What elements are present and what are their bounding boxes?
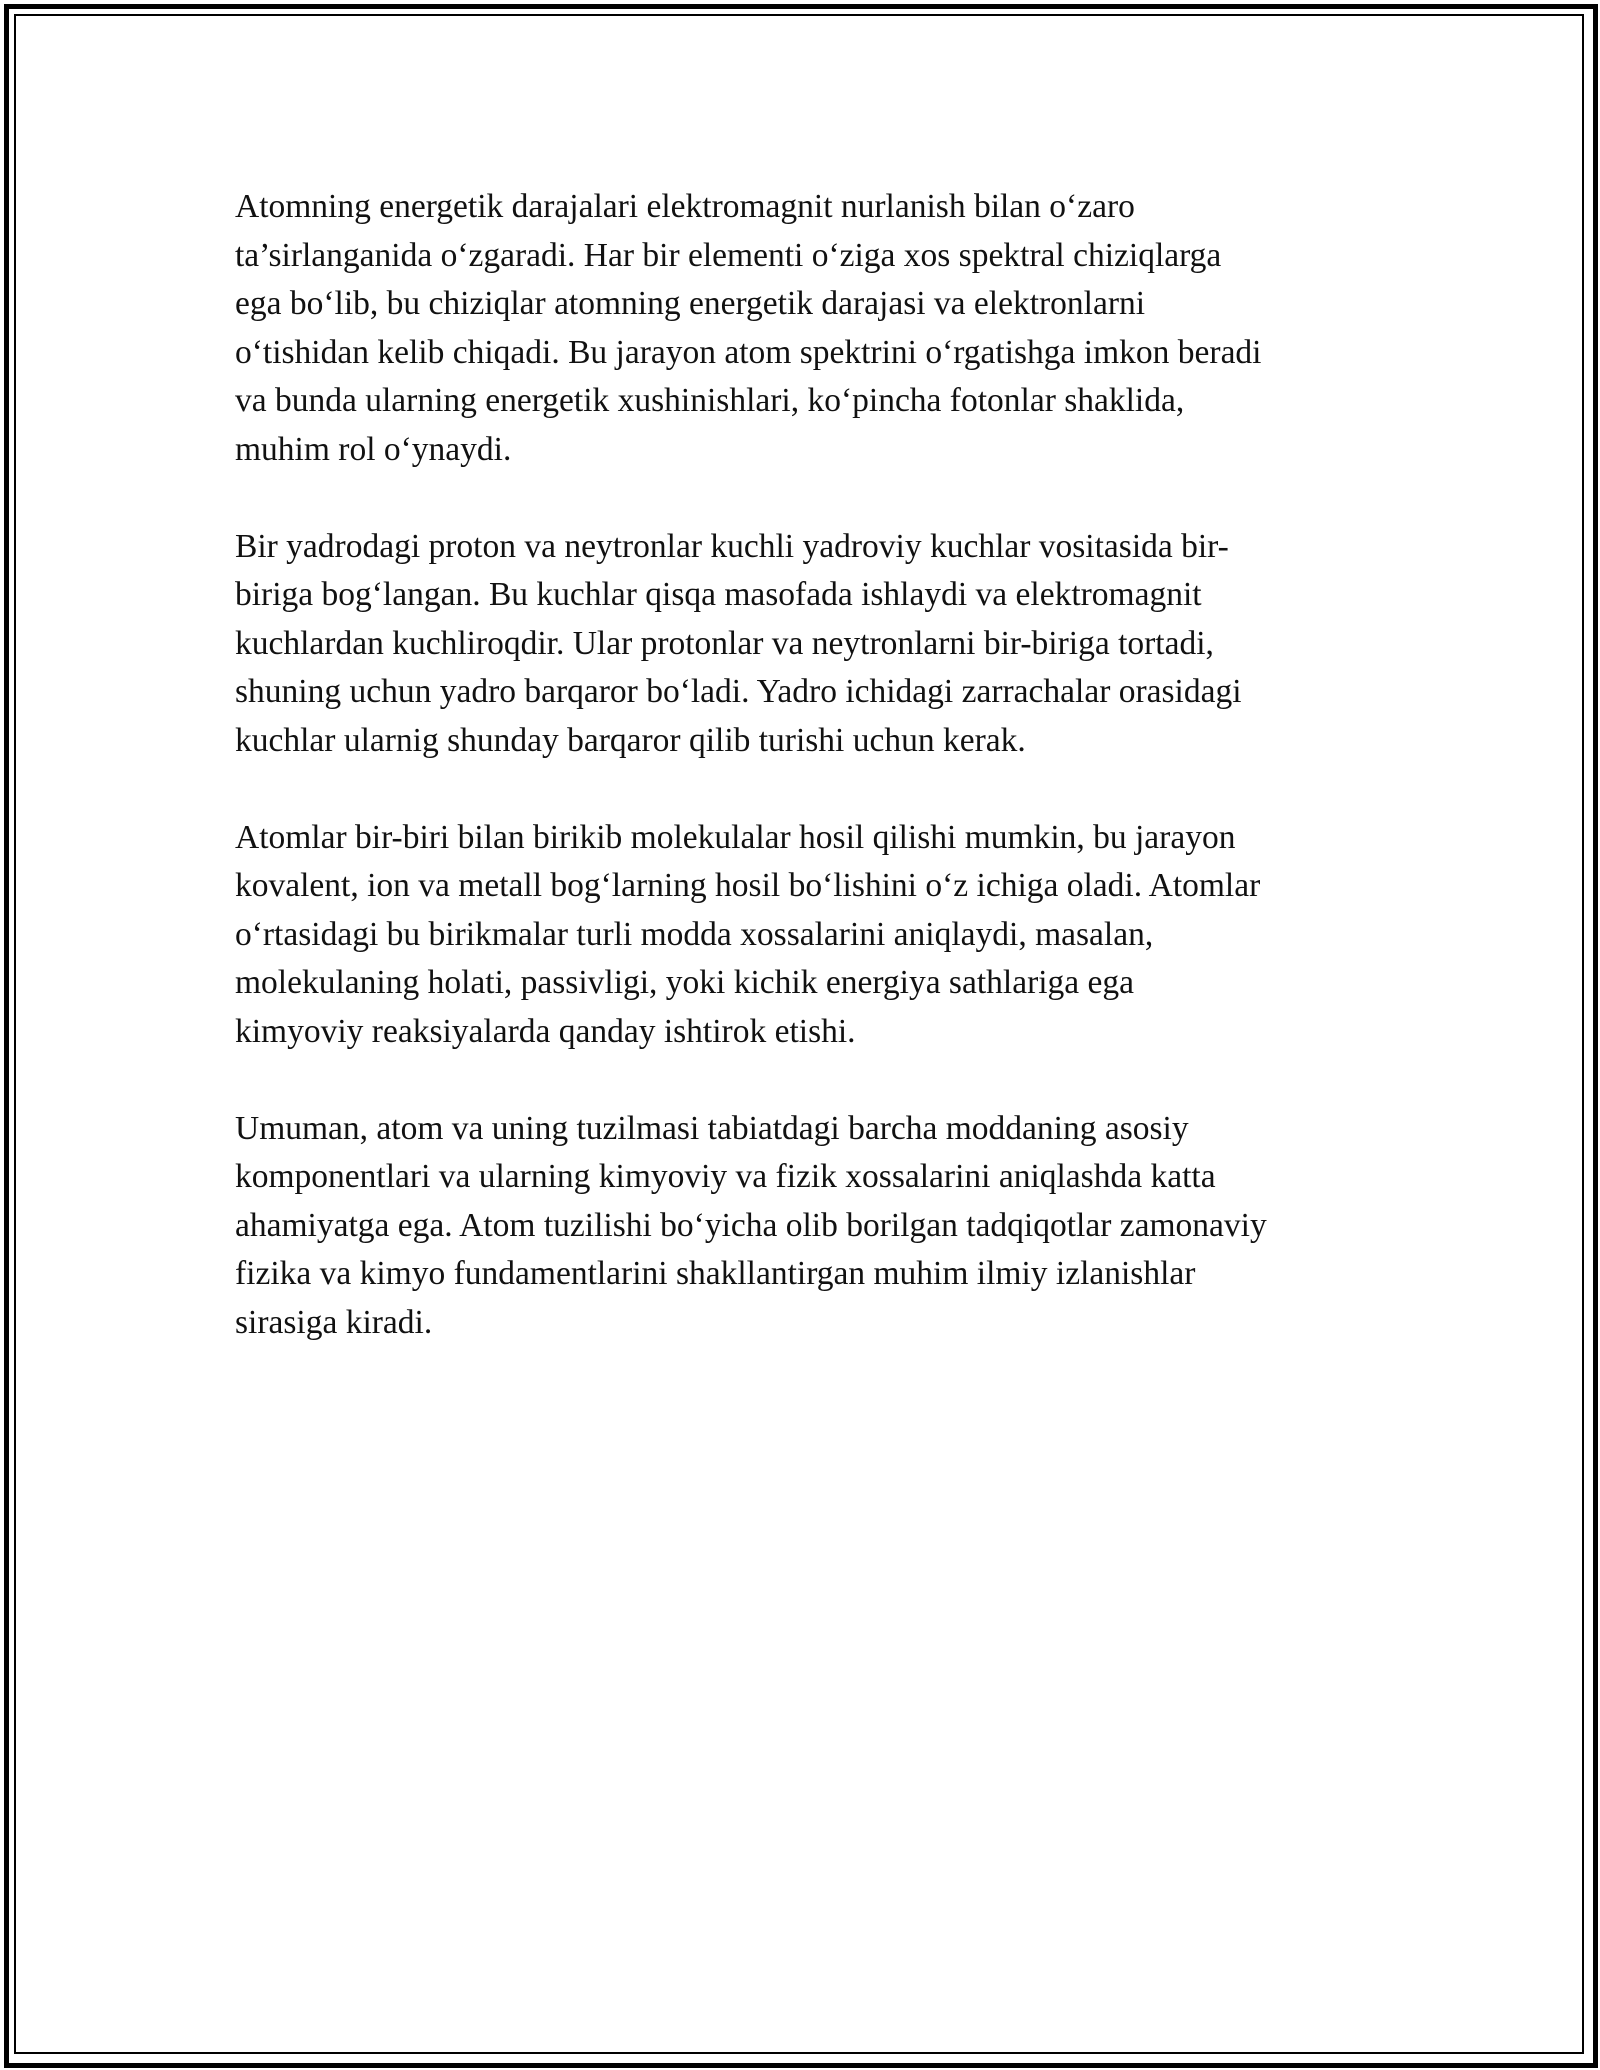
document-body <box>235 183 1370 1396</box>
paragraph-4: Umuman, atom va uning tuzilmasi tabiatdagi barcha moddaning asosiy komponentlari va ularning kimyoviy va fizik xossalarini aniqlashda katta ahamiyatga ega. Atom tuzilishi bo‘yicha olib borilgan tadqiqotlar zamonaviy fizika va kimyo fundamentlarini shakllantirgan muhim ilmiy izlanishlar sirasiga kiradi. <box>235 1109 1267 1341</box>
paragraph-3: Atomlar bir-biri bilan birikib molekulalar hosil qilishi mumkin, bu jarayon kovalent, ion va metall bog‘larning hosil bo‘lishini o‘z ichiga oladi. Atomlar o‘rtasidagi bu birikmalar turli modda xossalarini aniqlaydi, masalan, molekulaning holati, passivligi, yoki kichik energiya sathlariga ega kimyoviy reaksiyalarda qanday ishtirok etishi. <box>235 818 1261 1050</box>
paragraph-1: Atomning energetik darajalari elektromagnit nurlanish bilan o‘zaro ta’sirlanganida o‘zgaradi. Har bir elementi o‘ziga xos spektral chiziqlarga ega bo‘lib, bu chiziqlar atomning energetik darajasi va elektronlarni o‘tishidan kelib chiqadi. Bu jarayon atom spektrini o‘rgatishga imkon beradi va bunda ularning energetik xushinishlari, ko‘pincha fotonlar shaklida, muhim rol o‘ynaydi. <box>235 188 1262 468</box>
paragraph-2: Bir yadrodagi proton va neytronlar kuchli yadroviy kuchlar vositasida bir- biriga bog‘langan. Bu kuchlar qisqa masofada ishlaydi va elektromagnit kuchlardan kuchliroqdir. Ular protonlar va neytronlarni bir-biriga tortadi, shuning uchun yadro barqaror bo‘ladi. Yadro ichidagi zarrachalar orasidagi kuchlar ularnig shunday barqaror qilib turishi uchun kerak. <box>235 527 1242 759</box>
